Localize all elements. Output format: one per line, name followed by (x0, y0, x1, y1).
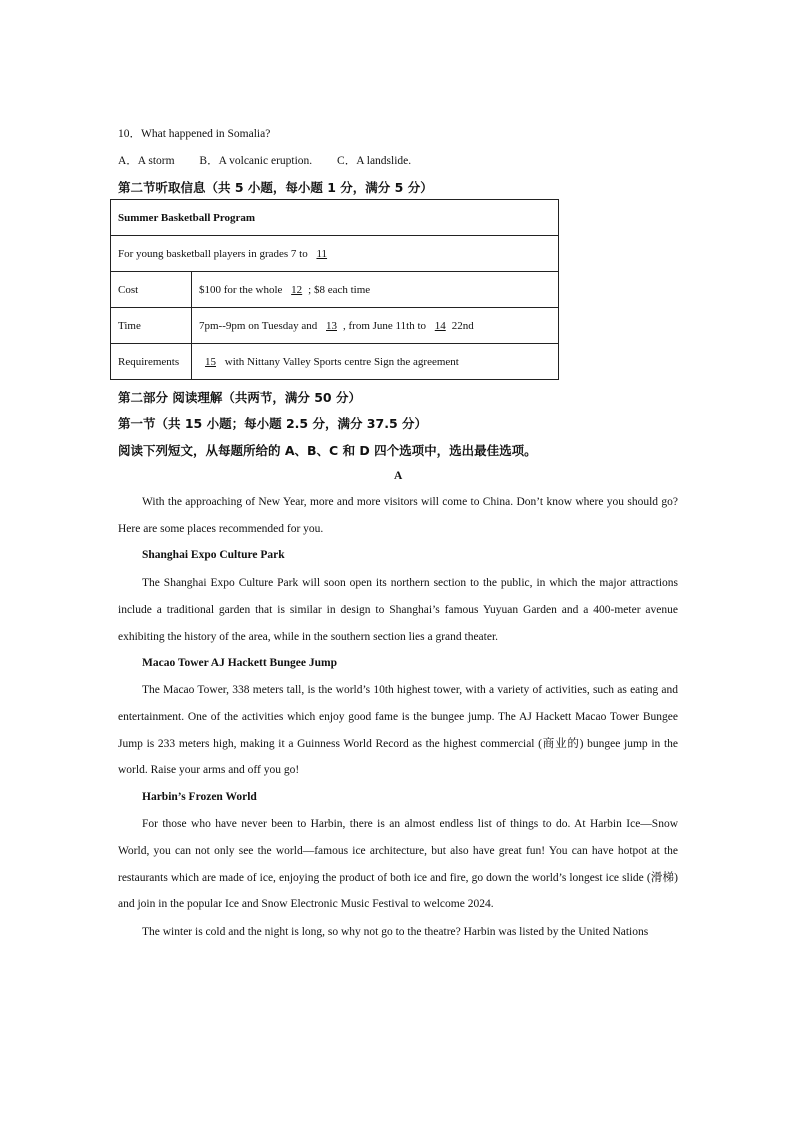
time-label: Time (111, 308, 192, 344)
cost-post: ; $8 each time (308, 283, 371, 296)
table-row (111, 344, 559, 380)
place-text-macao (118, 677, 678, 784)
blank-12: 12 (291, 283, 303, 296)
place-heading-shanghai: Shanghai Expo Culture Park (142, 549, 285, 561)
part2-title: 第二部分 阅读理解（共两节，满分 50 分） (118, 390, 361, 405)
table-title: Summer Basketball Program (111, 200, 559, 236)
place-heading-harbin: Harbin’s Frozen World (142, 791, 257, 803)
cost-pre: $100 for the whole (199, 283, 283, 296)
blank-11: 11 (316, 247, 328, 260)
cost-label: Cost (111, 272, 192, 308)
passage-letter: A (394, 470, 403, 482)
grades-cell (111, 236, 559, 272)
section1-title: 第一节（共 15 小题；每小题 2.5 分，满分 37.5 分） (118, 416, 427, 431)
place-text-shanghai (118, 570, 678, 650)
table-row (111, 272, 559, 308)
requirements-post: with Nittany Valley Sports centre Sign the agreement (224, 355, 459, 368)
intro-text: With the approaching of New Year, more and more visitors will come to China. Don’t know where you should go? Here are some places recommended for you. (118, 496, 678, 535)
last-paragraph (118, 919, 678, 946)
cost-cell (192, 272, 559, 308)
table-row (111, 200, 559, 236)
harbin-text: For those who have never been to Harbin, there is an almost endless list of things to do. At Harbin Ice—Snow World, you can not only see the world—famous ice architecture, but also have great fun! You can have hotpot at the restaurants which are made of ice, enjoying the product of both ice and fire, go down the world’s longest ice slide (滑梯) and join in the popular Ice and Snow Electronic Music Festival to welcome 2024. (118, 818, 678, 911)
macao-text: The Macao Tower, 338 meters tall, is the world’s 10th highest tower, with a variety of activities, such as eating and entertainment. One of the activities which enjoy good fame is the bungee jump. The AJ Hackett Macao Tower Bungee Jump is 233 meters high, making it a Guinness World Record as the highest commercial (商业的) bungee jump in the world. Raise your arms and off you go! (118, 684, 678, 777)
blank-15: 15 (205, 355, 216, 368)
blank-14: 14 (434, 319, 446, 332)
requirements-label: Requirements (111, 344, 192, 380)
option-c: C．A landslide. (337, 155, 412, 167)
table-row (111, 308, 559, 344)
intro-paragraph (118, 489, 678, 543)
option-b: B．A volcanic eruption. (199, 155, 313, 167)
section2-title: 第二节听取信息（共 5 小题，每小题 1 分，满分 5 分） (118, 180, 433, 195)
question-10-options (118, 152, 433, 168)
time-post: 22nd (451, 319, 474, 332)
table-row (111, 236, 559, 272)
question-10: 10．What happened in Somalia? (118, 128, 271, 140)
time-cell (192, 308, 559, 344)
blank-13: 13 (326, 319, 337, 332)
shanghai-text: The Shanghai Expo Culture Park will soon open its northern section to the public, in which the major attractions include a traditional garden that is similar in design to Shanghai’s famous Yuyuan Garden and a 400-meter avenue exhibiting the history of the area, while in the southern section lies a grand theater. (118, 577, 678, 643)
requirements-cell (192, 344, 559, 380)
time-mid: , from June 11th to (343, 319, 426, 332)
grades-text: For young basketball players in grades 7 to (118, 247, 308, 260)
place-heading-macao: Macao Tower AJ Hackett Bungee Jump (142, 657, 337, 669)
last-text: The winter is cold and the night is long, so why not go to the theatre? Harbin was listed by the United Nations (142, 926, 649, 938)
place-text-harbin (118, 811, 678, 918)
time-pre: 7pm--9pm on Tuesday and (199, 319, 318, 332)
basketball-program-table (110, 199, 559, 380)
option-a: A．A storm (118, 155, 175, 167)
instructions: 阅读下列短文，从每题所给的 A、B、C 和 D 四个选项中，选出最佳选项。 (118, 443, 537, 458)
